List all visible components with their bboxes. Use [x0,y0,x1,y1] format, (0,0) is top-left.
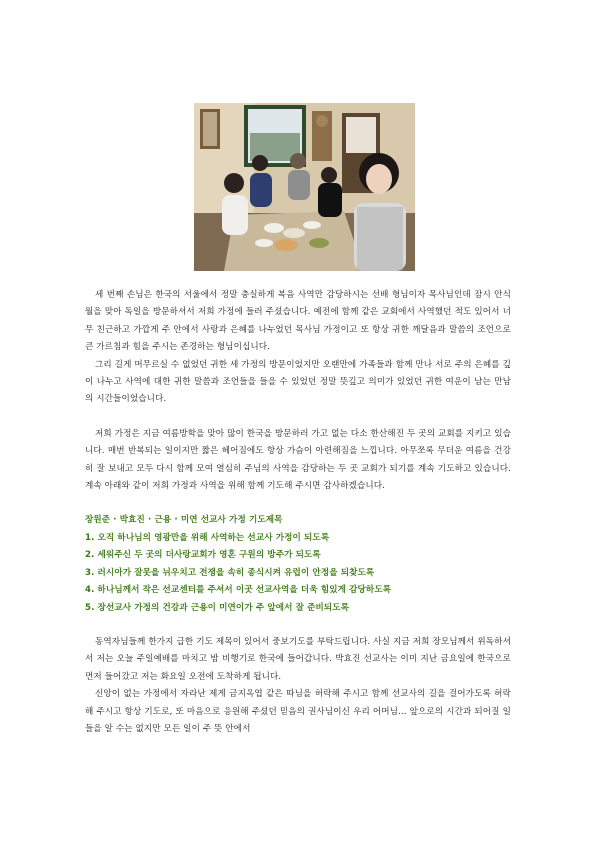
letter-body [85,287,511,738]
prayer-item: 3. 러시아가 잘못을 뉘우치고 전쟁을 속히 종식시켜 유럽이 안정을 되찾도록 [85,567,375,578]
family-photo [194,103,415,271]
paragraph: 저희 가정은 지금 여름방학을 맞아 많이 한국을 방문하러 가고 없는 다소 한산해진 두 곳의 교회를 지키고 있습니다. 매번 반복되는 일이지만 짧은 헤어짐에도 항상 가슴이 아련해짐을 느낍니다. 아무쪼록 무더운 여름을 건강히 잘 보내고 모두 다시 함께 모여 열심히 주님의 사역을 감당하는 두 곳 교회가 되기를 계속 기도하고 있습니다. 계속 아래와 같이 저희 가정과 사역을 위해 함께 기도해 주시면 감사하겠습니다. [85,428,511,492]
prayer-item: 4. 하나님께서 작은 선교센터를 주셔서 이곳 선교사역을 더욱 힘있게 감당하도록 [85,585,392,596]
paragraph: 그리 길게 머무르실 수 없었던 귀한 세 가정의 방문이었지만 오랜만에 가족들과 함께 만나 서로 주의 은혜를 깊이 나누고 사역에 대한 귀한 말씀과 조언들을 들을 수 있었던 정말 뜻깊고 의미가 있었던 귀한 여운이 남는 만남의 시간들이었습니다. [85,359,511,405]
family-dinner-photo-icon [194,103,415,271]
prayer-item: 1. 오직 하나님의 영광만을 위해 사역하는 선교사 가정이 되도록 [85,532,330,543]
prayer-item: 2. 세워주신 두 곳의 더사랑교회가 영혼 구원의 방주가 되도록 [85,550,321,561]
prayer-list-title: 장원준 · 박효진 · 근용 · 미연 선교사 가정 기도제목 [85,515,283,526]
prayer-item: 5. 장선교사 가정의 건강과 근용이 미연이가 주 앞에서 잘 준비되도록 [85,602,350,613]
paragraph: 세 번째 손님은 한국의 서울에서 정말 충실하게 복음 사역만 감당하시는 선배 형님이자 목사님인데 잠시 안식월을 맞아 독일을 방문하셔서 저희 가정에 들러 주셨습니다. 예전에 함께 같은 교회에서 사역했던 적도 있어서 너무 친근하고 가깝게 주 안에서 사랑과 은혜를 나누었던 목사님 가정이고 또 항상 귀한 깨달음과 말씀의 조언으로 큰 가르침과 힘을 주시는 존경하는 형님이십니다. [85,290,511,353]
paragraph: 신앙이 없는 가정에서 자라난 제게 금지옥엽 같은 따님을 허락해 주시고 함께 선교사의 길을 걸어가도록 허락해 주시고 항상 기도로, 또 마음으로 응원해 주셨던 믿음의 권사님이신 우리 어머님... 앞으로의 시간과 되어질 일들을 알 수는 없지만 모든 일이 주 뜻 안에서 [85,689,511,734]
paragraph: 동역자님들께 한가지 급한 기도 제목이 있어서 중보기도를 부탁드립니다. 사실 지금 저희 장모님께서 위독하셔서 저는 오늘 주일예배를 마치고 밤 비행기로 한국에 들어갑니다. 박효진 선교사는 이미 지난 금요일에 한국으로 먼저 들어갔고 저는 화요일 오전에 도착하게 됩니다. [85,636,511,682]
